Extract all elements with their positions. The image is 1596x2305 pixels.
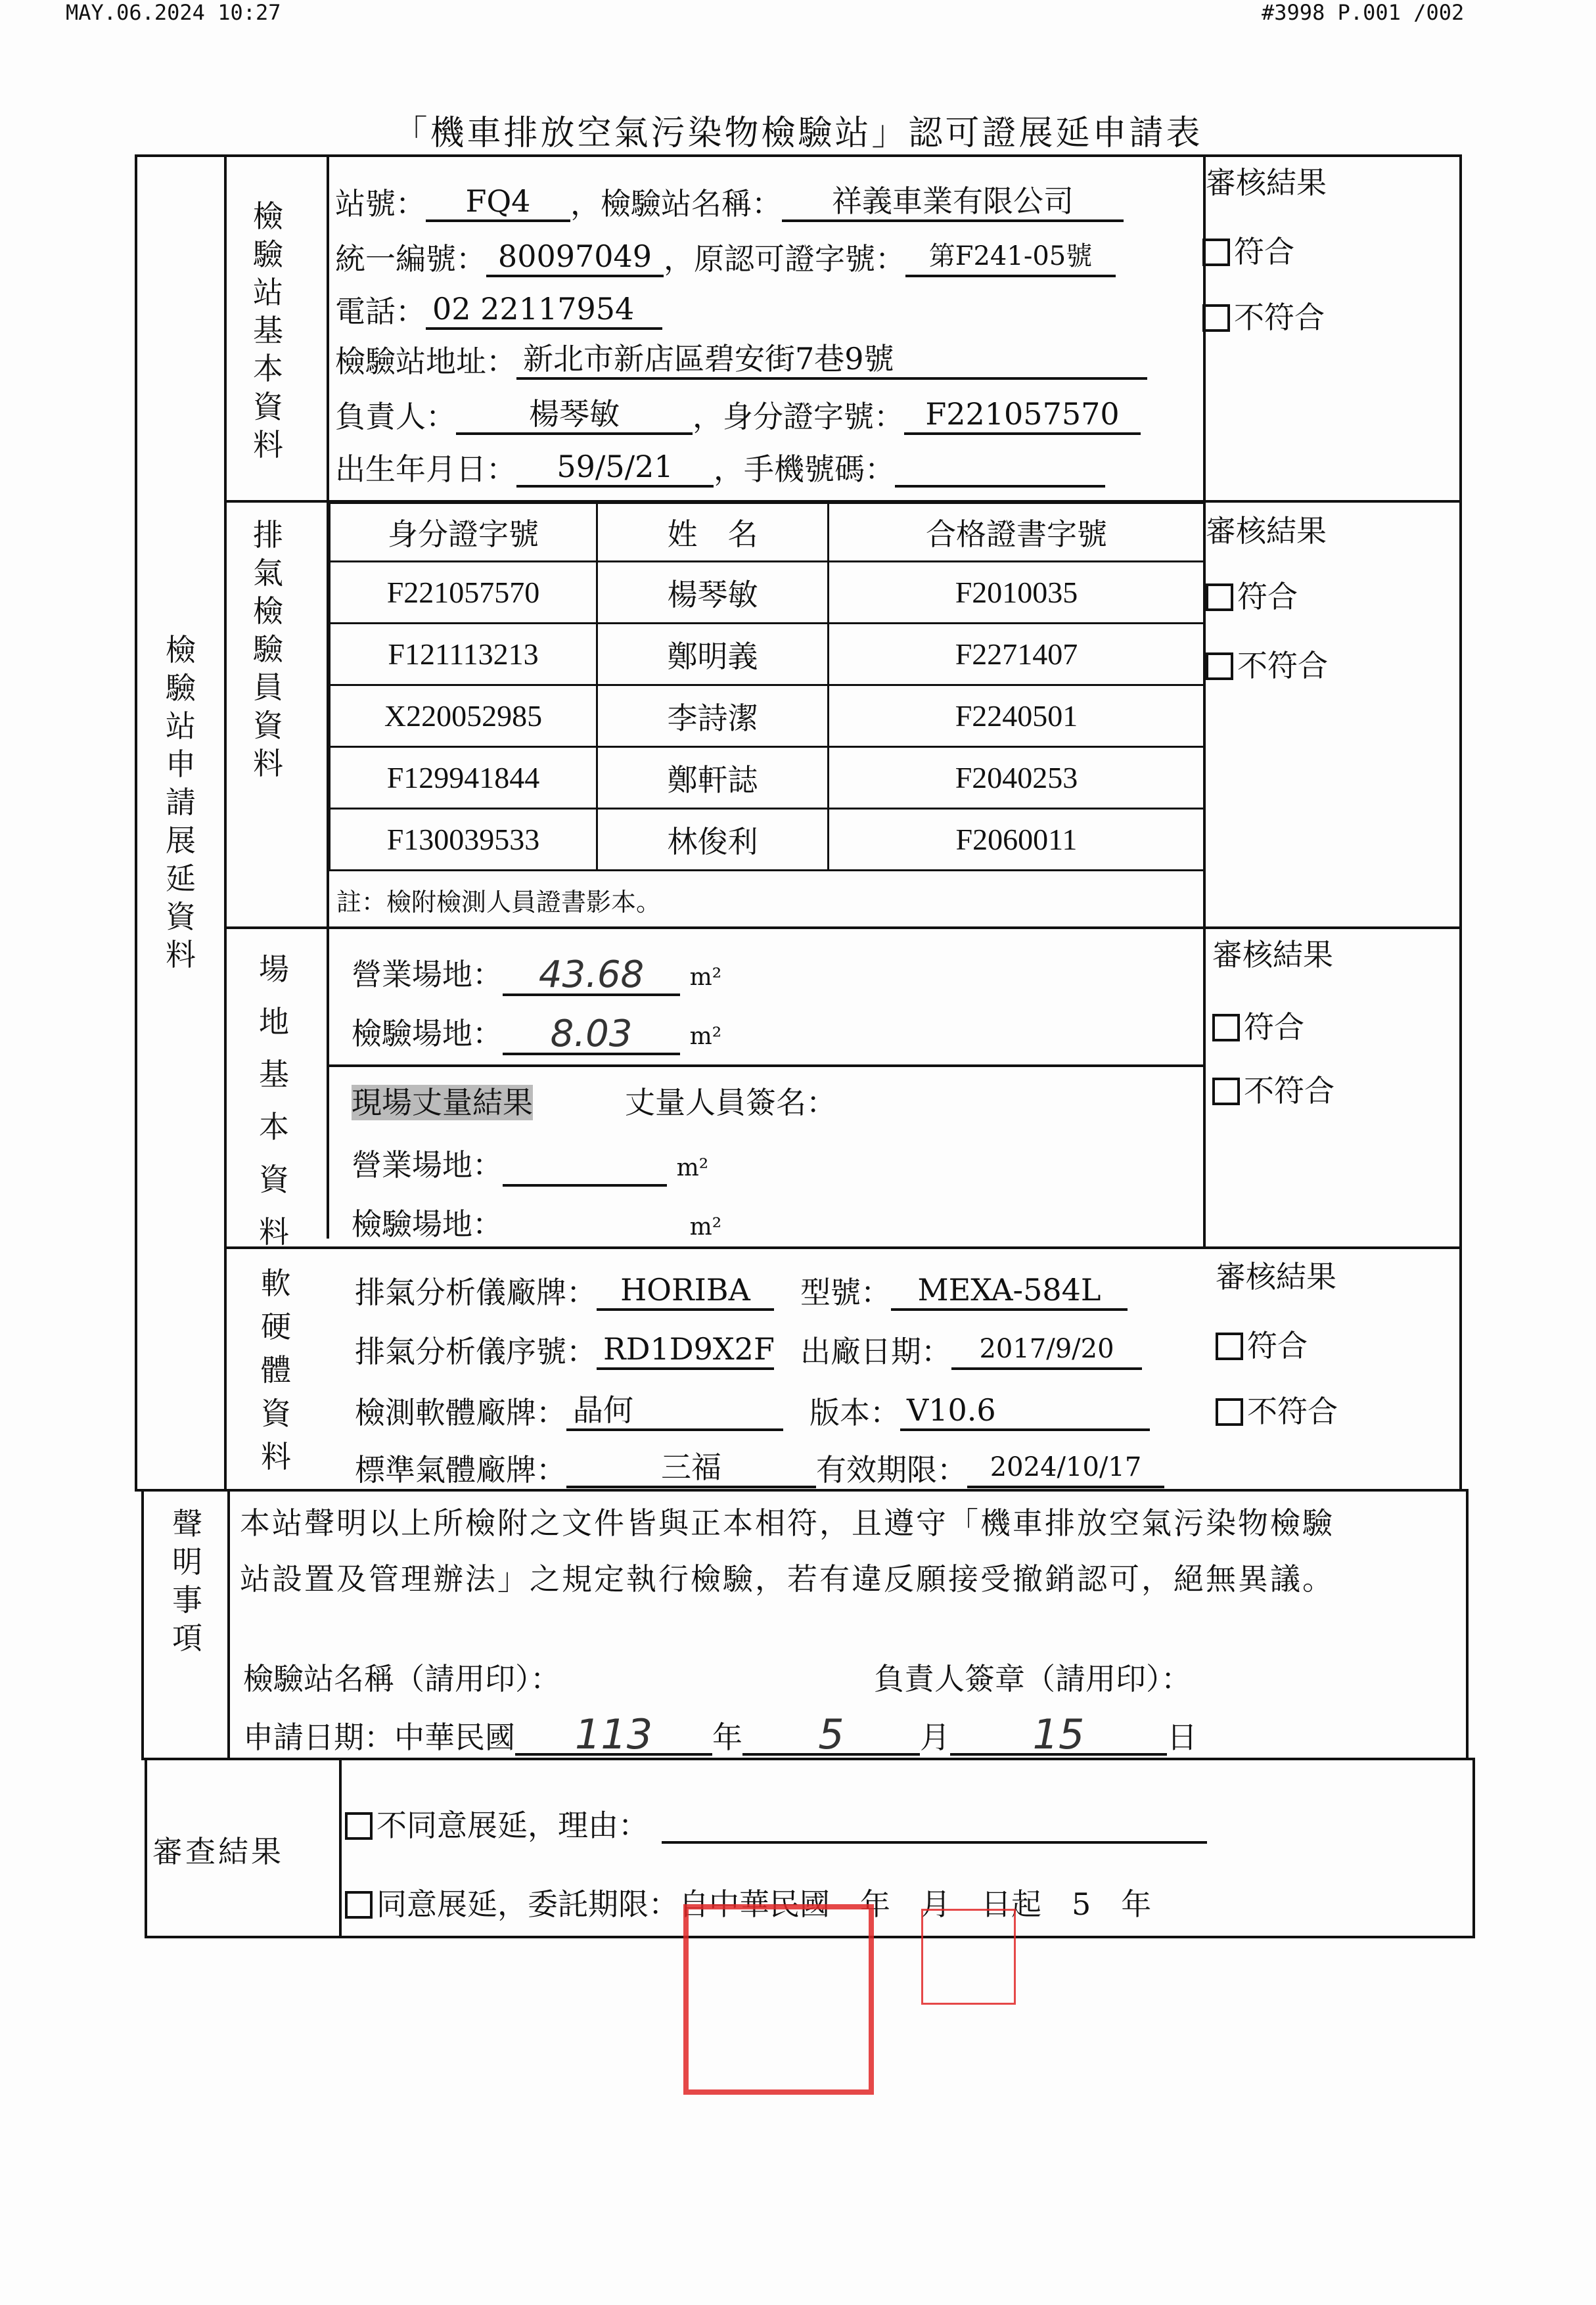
- checkbox-label: 不同意展延，理由：: [376, 1808, 649, 1843]
- pass-checkbox[interactable]: [1216, 1327, 1308, 1364]
- declaration-label: 聲明事項: [172, 1506, 202, 1656]
- checkbox-label: 不符合: [1234, 300, 1325, 335]
- review-header: 審核結果: [1212, 937, 1333, 972]
- review-header: 審核結果: [1206, 513, 1327, 549]
- checkbox-label: 同意展延，委託期限：自中華民國 年 月 日起 5 年: [376, 1886, 1152, 1922]
- fail-checkbox[interactable]: [1202, 299, 1325, 336]
- checkbox-label: 符合: [1237, 579, 1298, 614]
- inspector-id: F121113213: [329, 622, 598, 686]
- phone-value: 02 22117954: [426, 290, 662, 330]
- birth-value: 59/5/21: [516, 448, 714, 488]
- col-header-name: 姓 名: [596, 502, 829, 562]
- checkbox-label: 符合: [1244, 1009, 1304, 1045]
- year-unit: 年: [712, 1720, 742, 1755]
- inspector-cert: F2271407: [827, 622, 1206, 686]
- business-area-value: 43.68: [503, 957, 680, 996]
- declaration-line-1: 本站聲明以上所檢附之文件皆與正本相符，且遵守「機車排放空氣污染物檢驗: [240, 1505, 1334, 1541]
- station-no-label: 站號：: [335, 186, 426, 221]
- col-header-id: 身分證字號: [329, 502, 598, 562]
- inspector-id: F221057570: [329, 560, 598, 624]
- pass-checkbox[interactable]: [1206, 578, 1298, 615]
- fail-checkbox[interactable]: [1206, 647, 1328, 684]
- analyzer-serial-value: RD1D9X2F: [597, 1331, 774, 1370]
- station-name-value: 祥義車業有限公司: [782, 183, 1124, 222]
- address-label: 檢驗站地址：: [335, 344, 516, 379]
- hardware-label: 軟硬體資料: [261, 1266, 291, 1474]
- divider: [329, 1064, 1206, 1067]
- measure-result-title: 現場丈量結果: [352, 1085, 533, 1120]
- unit-label: m²: [689, 1214, 722, 1241]
- declaration-line-2: 站設置及管理辦法」之規定執行檢驗，若有違反願接受撤銷認可，絕無異議。: [240, 1561, 1334, 1597]
- divider: [224, 926, 1462, 929]
- fax-timestamp: MAY.06.2024 10:27: [66, 0, 281, 25]
- pass-checkbox[interactable]: [1202, 233, 1294, 270]
- owner-label: 負責人：: [335, 399, 456, 434]
- checkbox-label: 不符合: [1244, 1073, 1334, 1108]
- reject-checkbox[interactable]: [345, 1807, 1207, 1844]
- review-header: 審核結果: [1206, 165, 1327, 200]
- station-name-label: ，檢驗站名稱：: [570, 186, 782, 221]
- gas-brand-value: 三福: [566, 1449, 816, 1488]
- company-seal-stamp: [683, 1904, 874, 2095]
- mfg-date-value: 2017/9/20: [951, 1331, 1142, 1370]
- phone-label: 電話：: [335, 294, 426, 329]
- inspector-cert: F2060011: [827, 808, 1206, 871]
- apply-month: 5: [742, 1716, 920, 1756]
- business-area-label: 營業場地：: [352, 957, 503, 992]
- station-stamp-label: 檢驗站名稱（請用印）：: [243, 1661, 560, 1697]
- gas-brand-label: 標準氣體廠牌：: [355, 1452, 566, 1488]
- owner-sign-label: 負責人簽章（請用印）：: [874, 1661, 1191, 1697]
- inspector-note: 註：檢附檢測人員證書影本。: [336, 888, 662, 917]
- fax-page-number: #3998 P.001 /002: [1262, 0, 1465, 25]
- fail-checkbox[interactable]: [1216, 1393, 1338, 1430]
- inspector-cert: F2040253: [827, 746, 1206, 810]
- version-label: 版本：: [809, 1395, 900, 1430]
- inspect-area-value: 8.03: [503, 1016, 680, 1055]
- model-value: MEXA-584L: [891, 1271, 1128, 1311]
- measurer-signature-label: 丈量人員簽名：: [625, 1085, 836, 1120]
- review-label: 審查結果: [152, 1834, 284, 1869]
- inspector-id: X220052985: [329, 684, 598, 748]
- tax-id-label: 統一編號：: [335, 241, 486, 277]
- day-unit: 日: [1167, 1720, 1197, 1755]
- owner-id-label: ，身分證字號：: [693, 399, 904, 434]
- version-value: V10.6: [900, 1392, 1150, 1431]
- mobile-label: ，手機號碼：: [714, 451, 895, 487]
- inspector-id: F129941844: [329, 746, 598, 810]
- inspector-name: 楊琴敏: [596, 560, 829, 624]
- unit-label: m²: [676, 1154, 709, 1181]
- outer-section-label: 檢驗站申請展延資料: [166, 632, 196, 972]
- tax-id-value: 80097049: [486, 238, 664, 277]
- owner-seal-stamp: [921, 1909, 1016, 2005]
- analyzer-brand-label: 排氣分析儀廠牌：: [355, 1275, 597, 1310]
- checkbox-label: 不符合: [1247, 1394, 1338, 1429]
- analyzer-brand-value: HORIBA: [597, 1271, 774, 1311]
- fail-checkbox[interactable]: [1212, 1072, 1334, 1109]
- owner-value: 楊琴敏: [456, 396, 693, 435]
- software-brand-value: 晶何: [566, 1392, 783, 1431]
- analyzer-serial-label: 排氣分析儀序號：: [355, 1334, 597, 1369]
- col-header-cert: 合格證書字號: [827, 502, 1206, 562]
- divider: [224, 1246, 1462, 1249]
- mobile-value: [895, 451, 1105, 488]
- measured-inspect-label: 檢驗場地：: [352, 1206, 503, 1242]
- apply-day: 15: [950, 1716, 1167, 1756]
- inspector-label: 排氣檢驗員資料: [253, 517, 283, 781]
- apply-date-label: 申請日期：中華民國: [243, 1720, 515, 1755]
- measured-business-value: [503, 1150, 667, 1187]
- software-brand-label: 檢測軟體廠牌：: [355, 1395, 566, 1430]
- basic-info-label: 檢驗站基本資料: [253, 198, 283, 463]
- birth-label: 出生年月日：: [335, 451, 516, 487]
- model-label: 型號：: [800, 1275, 891, 1310]
- form-title: 「機車排放空氣污染物檢驗站」認可證展延申請表: [393, 114, 1203, 153]
- unit-label: m²: [689, 964, 722, 991]
- review-header: 審核結果: [1216, 1259, 1336, 1294]
- unit-label: m²: [689, 1023, 722, 1050]
- checkbox-label: 符合: [1247, 1328, 1308, 1363]
- measured-business-label: 營業場地：: [352, 1147, 503, 1183]
- inspector-name: 李詩潔: [596, 684, 829, 748]
- cert-value: 第F241-05號: [905, 238, 1116, 277]
- month-unit: 月: [920, 1720, 950, 1755]
- inspector-name: 鄭軒誌: [596, 746, 829, 810]
- mfg-date-label: 出廠日期：: [800, 1334, 951, 1369]
- checkbox-label: 不符合: [1237, 648, 1328, 683]
- station-no-value: FQ4: [426, 183, 570, 222]
- inspector-name: 鄭明義: [596, 622, 829, 686]
- owner-id-value: F221057570: [904, 396, 1141, 435]
- address-value: 新北市新店區碧安街7巷9號: [516, 340, 1147, 380]
- inspector-cert: F2010035: [827, 560, 1206, 624]
- site-label: 場地基本資料: [259, 951, 289, 1250]
- inspector-name: 林俊利: [596, 808, 829, 871]
- expiry-value: 2024/10/17: [967, 1449, 1164, 1488]
- inspector-cert: F2240501: [827, 684, 1206, 748]
- inspect-area-label: 檢驗場地：: [352, 1016, 503, 1051]
- expiry-label: 有效期限：: [816, 1452, 967, 1488]
- checkbox-label: 符合: [1234, 234, 1294, 269]
- apply-year: 113: [515, 1716, 712, 1756]
- pass-checkbox[interactable]: [1212, 1009, 1304, 1045]
- cert-label: ，原認可證字號：: [664, 241, 905, 277]
- inspector-id: F130039533: [329, 808, 598, 871]
